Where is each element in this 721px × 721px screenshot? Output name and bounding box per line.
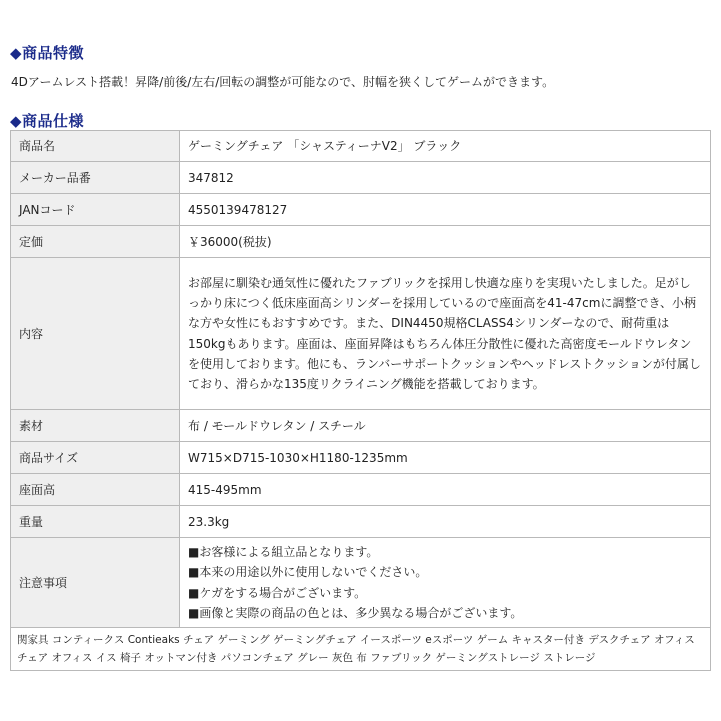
table-row (11, 506, 711, 538)
table-row (11, 538, 711, 628)
row-label-price: 定価 (11, 226, 180, 258)
row-label-weight: 重量 (11, 506, 180, 538)
row-label-material: 素材 (11, 410, 180, 442)
row-value-jan: 4550139478127 (180, 194, 711, 226)
row-label-jan: JANコード (11, 194, 180, 226)
table-row (11, 194, 711, 226)
row-value-price: ￥36000(税抜) (180, 226, 711, 258)
note-item: ■ケガをする場合がございます。 (188, 585, 367, 600)
row-label-size: 商品サイズ (11, 442, 180, 474)
note-item: ■お客様による組立品となります。 (188, 544, 379, 559)
row-label-seat-height: 座面高 (11, 474, 180, 506)
table-row (11, 226, 711, 258)
table-row (11, 628, 711, 671)
specs-heading: ◆商品仕様 (10, 112, 85, 130)
notes-list (188, 542, 702, 623)
features-text: 4Dアームレスト搭載！昇降/前後/左右/回転の調整が可能なので、肘幅を狭くしてゲームができます。 (11, 75, 555, 89)
table-row (11, 442, 711, 474)
row-label-notes: 注意事項 (11, 538, 180, 628)
table-row (11, 162, 711, 194)
note-item: ■本来の用途以外に使用しないでください。 (188, 565, 428, 580)
row-label-product-name: 商品名 (11, 131, 180, 162)
row-value-product-name: ゲーミングチェア 「シャスティーナV2」 ブラック (180, 131, 711, 162)
keywords-text: 関家具 コンティークス Contieaks チェア ゲーミング ゲーミングチェア イースポーツ eスポーツ ゲーム キャスター付き デスクチェア オフィスチェア オフィス イス 椅子 オットマン付き パソコンチェア グレー 灰色 布 ファブリック ゲーミングストレージ ストレージ (11, 628, 711, 671)
spec-table (10, 130, 711, 671)
row-value-seat-height: 415-495mm (180, 474, 711, 506)
row-label-description: 内容 (11, 258, 180, 410)
row-label-maker-code: メーカー品番 (11, 162, 180, 194)
row-value-maker-code: 347812 (180, 162, 711, 194)
features-heading: ◆商品特徴 (10, 44, 85, 62)
table-row (11, 131, 711, 162)
table-row (11, 474, 711, 506)
row-value-weight: 23.3kg (180, 506, 711, 538)
note-item: ■画像と実際の商品の色とは、多少異なる場合がございます。 (188, 605, 523, 620)
row-value-size: W715×D715-1030×H1180-1235mm (180, 442, 711, 474)
row-value-description: お部屋に馴染む通気性に優れたファブリックを採用し快適な座りを実現いたしました。足がしっかり床につく低床座面高シリンダーを採用しているので座面高を41-47cmに調整でき、小柄な方や女性にもおすすめです。また、DIN4450規格CLASS4シリンダーなので、耐荷重は150kgもあります。座面は、座面昇降はもちろん体圧分散性に優れた高密度モールドウレタンを使用しております。他にも、ランバーサポートクッションやヘッドレストクッションが付属しており、滑らかな135度リクライニング機能を搭載しております。 (180, 258, 711, 410)
table-row (11, 410, 711, 442)
row-value-notes (180, 538, 711, 628)
table-row (11, 258, 711, 410)
row-value-material: 布 / モールドウレタン / スチール (180, 410, 711, 442)
